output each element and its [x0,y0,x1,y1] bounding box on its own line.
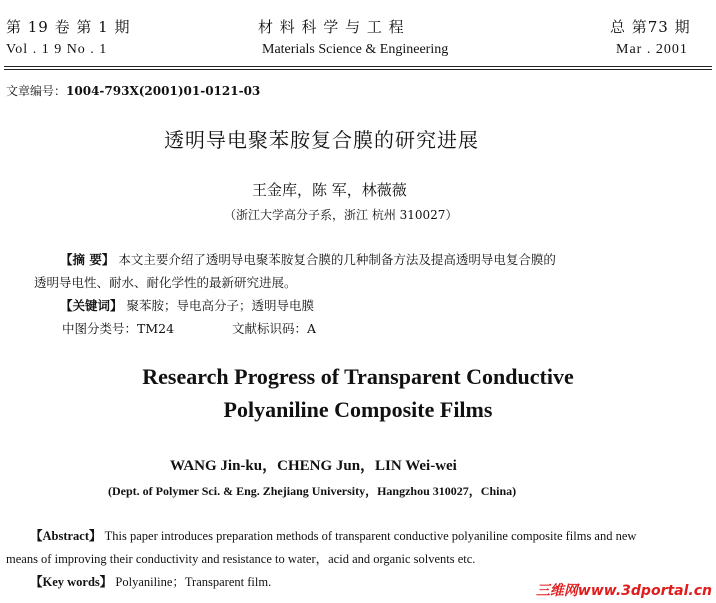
journal-volume-en: Vol . 1 9 No . 1 [6,42,108,57]
affiliation-cn: （浙江大学高分子系，浙江 杭州 310027） [224,208,458,222]
header-rule [4,66,712,67]
authors-cn: 王金库，陈 军，林薇薇 [252,181,407,199]
journal-name-en: Materials Science & Engineering [262,42,449,57]
keywords-cn: 【关键词】 聚苯胺；导电高分子；透明导电膜 [60,298,315,313]
header-rule-second [4,69,712,70]
abstract-en-line1: 【Abstract】 This paper introduces preparation methods of transparent conductive polyaniline composite films and new [30,529,637,543]
abstract-cn-line2: 透明导电性、耐水、耐化学性的最新研究进展。 [34,275,297,290]
abstract-en-line2: means of improving their conductivity and resistance to water，acid and organic solvents etc. [6,552,476,566]
watermark-text: 三维网www.3dportal.cn [535,583,712,599]
title-cn: 透明导电聚苯胺复合膜的研究进展 [164,128,479,152]
journal-name-cn: 材 料 科 学 与 工 程 [258,18,405,36]
keywords-en: 【Key words】 Polyaniline；Transparent film. [30,575,272,589]
authors-en: WANG Jin-ku，CHENG Jun，LIN Wei-wei [170,458,457,474]
journal-date: Mar . 2001 [616,42,688,57]
title-en-line1: Research Progress of Transparent Conductive [142,364,574,389]
site-watermark [500,577,716,603]
classification-codes: 中图分类号：TM24 文献标识码：A [62,321,317,336]
affiliation-en: (Dept. of Polymer Sci. & Eng. Zhejiang University，Hangzhou 310027，China) [108,484,517,498]
article-number: 文章编号：1004-793X(2001)01-0121-03 [6,84,261,98]
title-en-line2: Polyaniline Composite Films [223,397,493,422]
journal-issue-total: 总 第73 期 [610,18,691,36]
abstract-cn-line1: 【摘 要】 本文主要介绍了透明导电聚苯胺复合膜的几种制备方法及提高透明导电复合膜的 [60,252,556,267]
journal-volume-cn: 第 19 卷 第 1 期 [6,18,131,36]
